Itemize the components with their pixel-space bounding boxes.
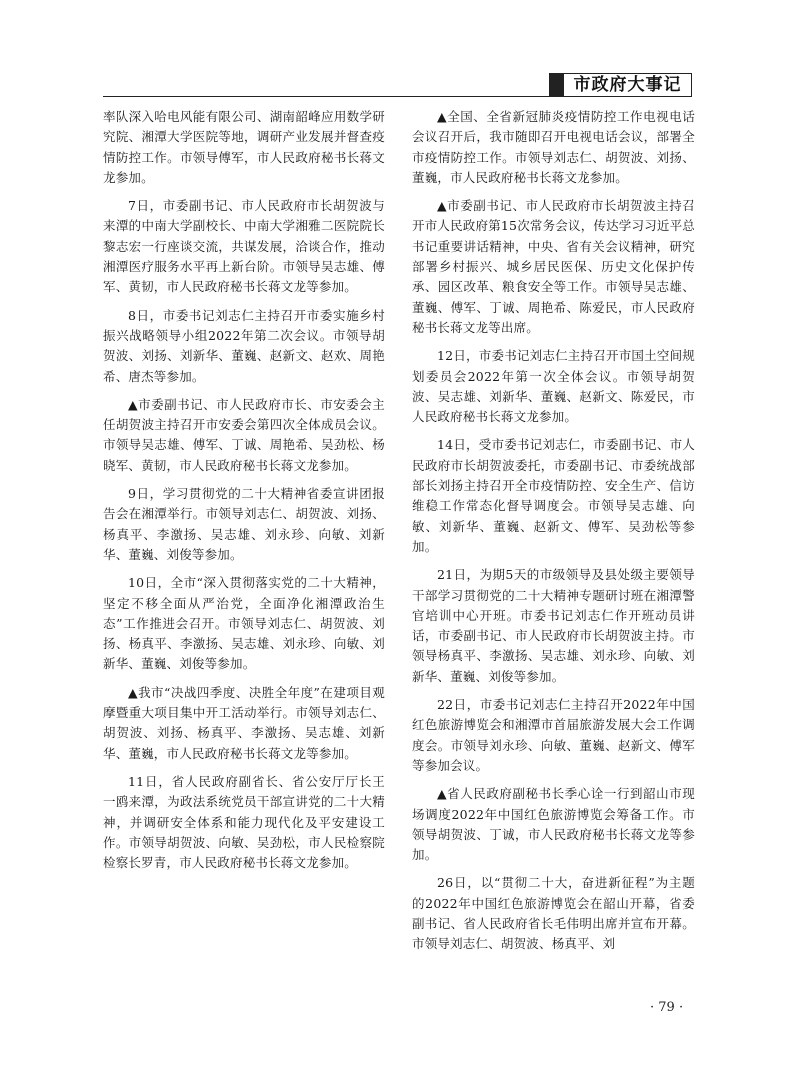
- paragraph: 14日，受市委书记刘志仁，市委副书记、市人民政府市长胡贺波委托，市委副书记、市委统战部部长刘扬主持召开全市疫情防控、安全生产、信访维稳工作常态化督导调度会。市领导吴志雄、向敏、刘新华、董巍、赵新文、傅军、吴劲松等参加。: [412, 437, 695, 554]
- paragraph: ▲我市“决战四季度、决胜全年度”在建项目观摩暨重大项目集中开工活动举行。市领导刘志仁、胡贺波、刘扬、杨真平、李激扬、吴志雄、刘新华、董巍，市人民政府秘书长蒋文龙等参加。: [103, 684, 385, 761]
- section-title-tag: [549, 73, 692, 97]
- paragraph: 8日，市委书记刘志仁主持召开市委实施乡村振兴战略领导小组2022年第二次会议。市领导胡贺波、刘扬、刘新华、董巍、赵新文、赵欢、周艳希、唐杰等参加。: [103, 307, 385, 384]
- paragraph: ▲省人民政府副秘书长季心诠一行到韶山市现场调度2022年中国红色旅游博览会筹备工作。市领导胡贺波、丁诚，市人民政府秘书长蒋文龙等参加。: [412, 786, 695, 863]
- left-column: [103, 107, 385, 881]
- paragraph: 11日，省人民政府副省长、省公安厅厅长王一鸥来潭，为政法系统党员干部宣讲党的二十大精神，并调研安全体系和能力现代化及平安建设工作。市领导胡贺波、向敏、吴劲松，市人民检察院检察长罗青，市人民政府秘书长蒋文龙参加。: [103, 773, 385, 871]
- header-rule: [103, 96, 691, 97]
- paragraph: 12日，市委书记刘志仁主持召开市国土空间规划委员会2022年第一次全体会议。市领导胡贺波、吴志雄、刘新华、董巍、赵新文、陈爱民，市人民政府秘书长蒋文龙参加。: [412, 348, 695, 425]
- paragraph: 7日，市委副书记、市人民政府市长胡贺波与来潭的中南大学副校长、中南大学湘雅二医院院长黎志宏一行座谈交流，共谋发展，洽谈合作，推动湘潭医疗服务水平再上新台阶。市领导吴志雄、傅军、黄韧，市人民政府秘书长蒋文龙等参加。: [103, 198, 385, 295]
- paragraph: 率队深入哈电风能有限公司、湖南韶峰应用数学研究院、湘潭大学医院等地，调研产业发展并督查疫情防控工作。市领导傅军，市人民政府秘书长蒋文龙参加。: [103, 109, 385, 185]
- paragraph: ▲市委副书记、市人民政府市长胡贺波主持召开市人民政府第15次常务会议，传达学习习近平总书记重要讲话精神，中央、省有关会议精神，研究部署乡村振兴、城乡居民医保、历史文化保护传承、园区改革、粮食安全等工作。市领导吴志雄、董巍、傅军、丁诚、周艳希、陈爱民，市人民政府秘书长蒋文龙等出席。: [412, 198, 696, 335]
- paragraph: 10日，全市“深入贯彻落实党的二十大精神，坚定不移全面从严治党，全面净化湘潭政治生态”工作推进会召开。市领导刘志仁、胡贺波、刘扬、杨真平、李激扬、吴志雄、刘永珍、向敏、刘新华、董巍、刘俊等参加。: [103, 575, 385, 672]
- paragraph: 9日，学习贯彻党的二十大精神省委宣讲团报告会在湘潭举行。市领导刘志仁、胡贺波、刘扬、杨真平、李激扬、吴志雄、刘永珍、向敏、刘新华、董巍、刘俊等参加。: [103, 486, 385, 562]
- section-title: 市政府大事记: [573, 75, 682, 95]
- paragraph: ▲市委副书记、市人民政府市长、市安委会主任胡贺波主持召开市安委会第四次全体成员会议。市领导吴志雄、傅军、丁诚、周艳希、吴劲松、杨晓军、黄韧，市人民政府秘书长蒋文龙参加。: [103, 396, 385, 473]
- right-column: [412, 107, 695, 963]
- paragraph: 21日，为期5天的市级领导及县处级主要领导干部学习贯彻党的二十大精神专题研讨班在湘潭警官培训中心开班。市委书记刘志仁作开班动员讲话，市委副书记、市人民政府市长胡贺波主持。市领导杨真平、李激扬、吴志雄、刘永珍、向敏、刘新华、董巍、刘俊等参加。: [412, 567, 695, 684]
- paragraph: 26日，以“贯彻二十大，奋进新征程”为主题的2022年中国红色旅游博览会在韶山开幕，省委副书记、省人民政府省长毛伟明出席并宣布开幕。市领导刘志仁、胡贺波、杨真平、刘: [412, 875, 695, 952]
- paragraph: 22日，市委书记刘志仁主持召开2022年中国红色旅游博览会和湘潭市首届旅游发展大会工作调度会。市领导刘永珍、向敏、董巍、赵新文、傅军等参加会议。: [412, 697, 695, 773]
- page-number: · 79 ·: [650, 1000, 684, 1015]
- paragraph: ▲全国、全省新冠肺炎疫情防控工作电视电话会议召开后，我市随即召开电视电话会议，部署全市疫情防控工作。市领导刘志仁、胡贺波、刘扬、董巍，市人民政府秘书长蒋文龙参加。: [412, 109, 695, 185]
- section-tag-bar: [550, 74, 564, 96]
